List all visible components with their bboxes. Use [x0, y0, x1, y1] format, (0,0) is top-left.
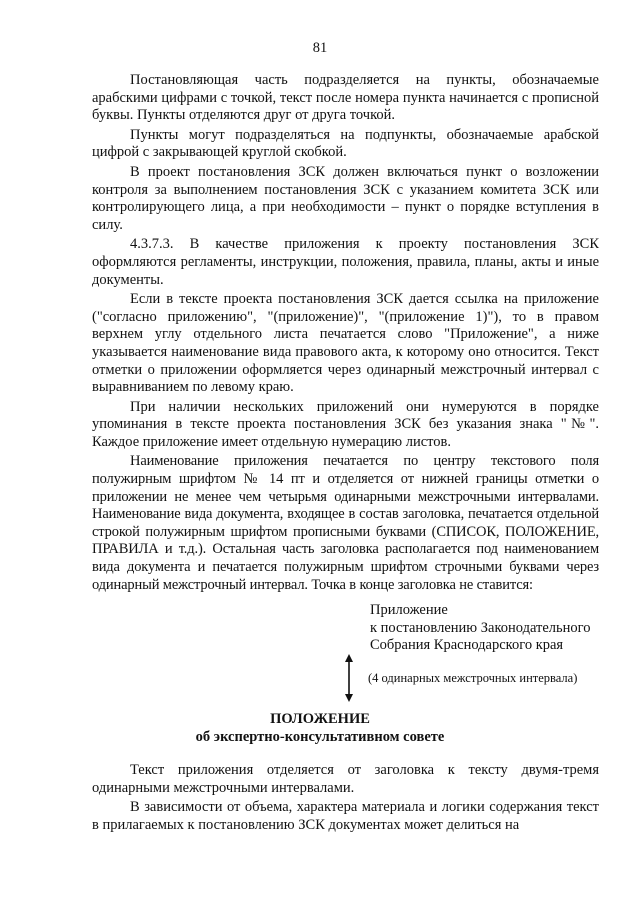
paragraph: 4.3.7.3. В качестве приложения к проекту постановления ЗСК оформляются регламенты, инструкции, положения, правила, планы, акты и иные документы.: [92, 236, 599, 288]
body-text: [92, 72, 599, 596]
appendix-mark-sample: [370, 602, 620, 655]
appendix-mark-line: Собрания Краснодарского края: [370, 637, 564, 654]
paragraph: При наличии нескольких приложений они нумеруются в порядке упоминания в тексте проекта постановления ЗСК без указания знака "№". Каждое приложение имеет отдельную нумерацию листов.: [92, 398, 599, 450]
closing-text: [92, 762, 599, 836]
sample-document-subtitle: об экспертно-консультативном совете: [195, 729, 445, 745]
interval-note: (4 одинарных межстрочных интервала): [368, 671, 578, 685]
paragraph: Наименование приложения печатается по центру текстового поля полужирным шрифтом № 14 пт и отделяется от нижней границы отметки о приложении не менее чем четырьмя одинарными межстрочными интервалами. Наименование вида документа, входящее в состав заголовка, печатается отдельной строкой полужирным шрифтом прописными буквами (СПИСОК, ПОЛОЖЕНИЕ, ПРАВИЛА и т.д.). Остальная часть заголовка располагается под наименованием вида документа и печатается полужирным шрифтом строчными буквами через одинарный межстрочный интервал. Точка в конце заголовка не ставится:: [92, 453, 599, 593]
appendix-mark-line: Приложение: [370, 602, 448, 618]
appendix-mark-line: к постановлению Законодательного: [370, 619, 591, 636]
paragraph: Текст приложения отделяется от заголовка к тексту двумя-тремя одинарными межстрочными интервалами.: [92, 762, 599, 796]
paragraph: В проект постановления ЗСК должен включаться пункт о возложении контроля за выполнением постановления ЗСК с указанием комитета ЗСК или контролирующего лица, а при необходимости – пункт о порядке вступления в силу.: [92, 163, 599, 233]
paragraph: Если в тексте проекта постановления ЗСК дается ссылка на приложение ("согласно приложению", "(приложение)", "(приложение 1)"), то в правом верхнем углу отдельного листа печатается слово "Приложение", а ниже указывается наименование вида правового акта, к которому оно относится. Текст отметки о приложении оформляется через одинарный межстрочный интервал с выравниванием по левому краю.: [92, 291, 599, 396]
paragraph: Постановляющая часть подразделяется на пункты, обозначаемые арабскими цифрами с точкой, текст после номера пункта начинается с прописной буквы. Пункты отделяются друг от друга точкой.: [92, 72, 599, 124]
paragraph: В зависимости от объема, характера материала и логики содержания текст в прилагаемых к постановлению ЗСК документах может делиться на: [92, 799, 599, 833]
paragraph: Пункты могут подразделяться на подпункты, обозначаемые арабской цифрой с закрывающей круглой скобкой.: [92, 126, 599, 161]
sample-document-title: ПОЛОЖЕНИЕ: [270, 711, 370, 727]
page-number: 81: [312, 40, 328, 56]
double-arrow-icon: [342, 654, 356, 702]
